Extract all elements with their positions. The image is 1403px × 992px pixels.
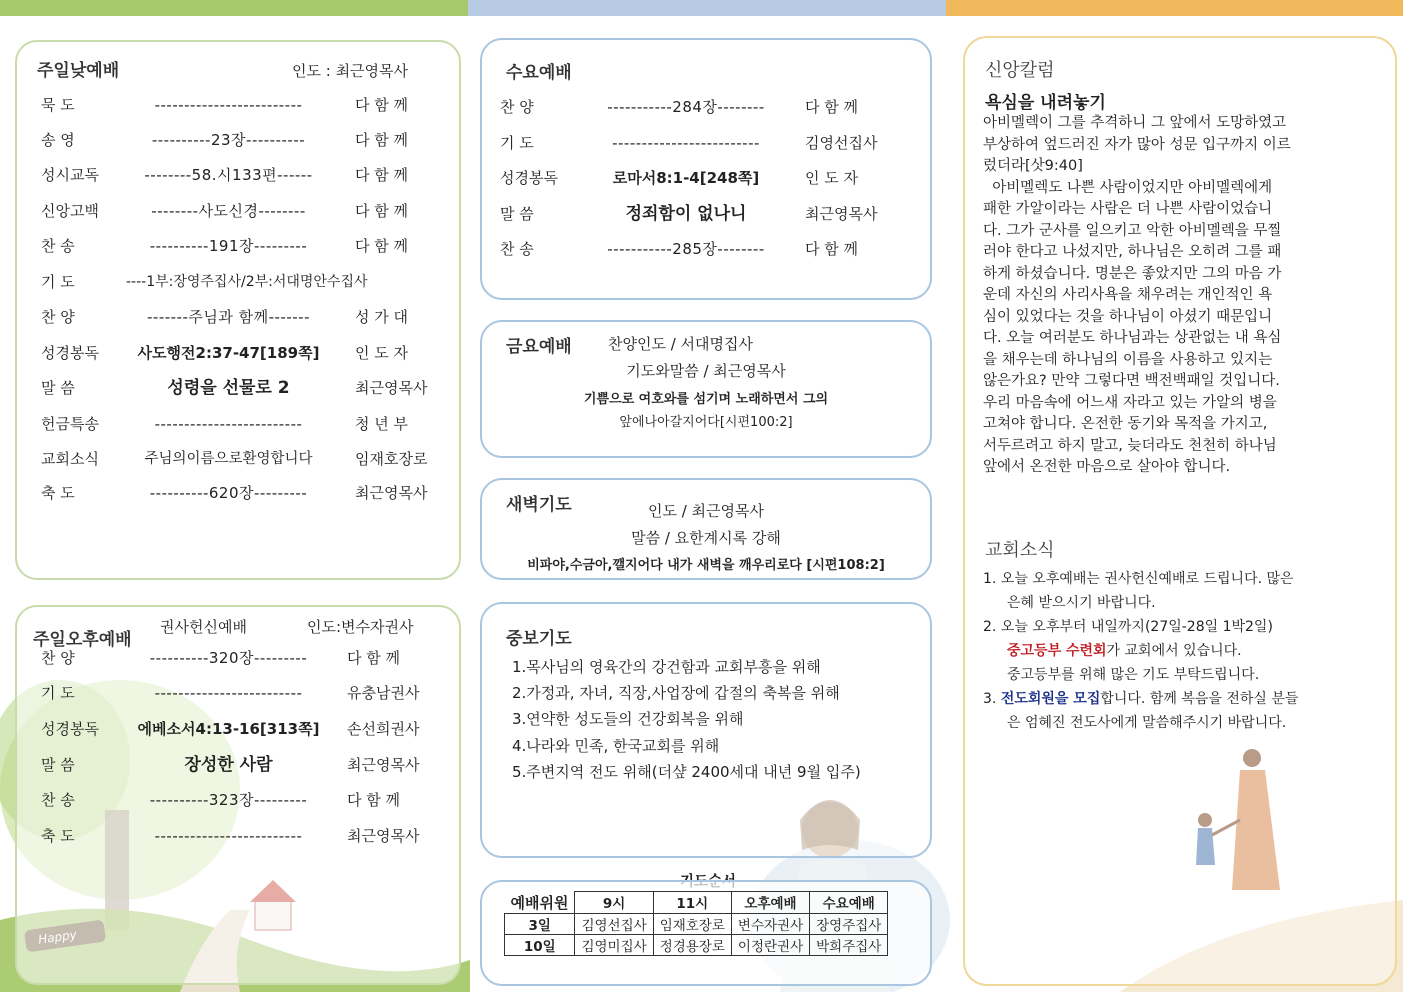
row-label: 축 도 <box>41 827 75 845</box>
dawn-verse: 비파야,수금아,깰지어다 내가 새벽을 깨우리로다 [시편108:2] <box>527 558 885 573</box>
news-body <box>983 567 1383 735</box>
row-label: 묵 도 <box>41 96 75 114</box>
column-line: 부상하여 엎드러진 자가 많아 성문 입구까지 이르 <box>983 136 1291 153</box>
dawn-prayer-box <box>480 478 932 580</box>
row-label: 성시교독 <box>41 166 99 184</box>
row-middle: 로마서8:1-4[248쪽] <box>612 169 760 187</box>
row-label: 기 도 <box>500 134 534 152</box>
service-row <box>500 201 920 227</box>
table-cell: 김영미집사 <box>575 934 653 955</box>
row-right: 다 함 께 <box>347 791 401 809</box>
news-text: 가 교회에서 있습니다. <box>1106 643 1242 659</box>
table-header: 11시 <box>653 892 731 914</box>
column-line: 하게 하셨습니다. 명분은 좋았지만 그의 마음 가 <box>983 265 1282 282</box>
sunday-pm-title: 주일오후예배 <box>33 630 132 650</box>
service-row <box>41 233 451 259</box>
row-middle: ----------191장--------- <box>149 237 308 255</box>
service-row <box>41 446 451 472</box>
row-middle: ----------620장--------- <box>149 484 308 502</box>
row-right: 다 함 께 <box>805 240 859 258</box>
column-line: 패한 가알이라는 사람은 더 나쁜 사람이었습니 <box>983 201 1273 217</box>
row-right: 인 도 자 <box>805 169 859 187</box>
row-middle: -----------285장-------- <box>607 240 765 258</box>
row-right: 다 함 께 <box>355 131 409 149</box>
intercession-item: 2.가정과, 자녀, 직장,사업장에 갑절의 축복을 위해 <box>512 684 840 702</box>
row-middle: ------------------------- <box>154 827 303 845</box>
table-cell: 정경용장로 <box>653 934 731 955</box>
service-row <box>41 375 451 401</box>
service-row <box>500 165 920 191</box>
column-section-title: 신앙칼럼 <box>985 60 1055 81</box>
top-bar-green <box>0 0 468 16</box>
row-middle: ----------23장---------- <box>151 131 306 149</box>
sunday-am-title: 주일낮예배 <box>37 61 120 81</box>
news-item-2: 2. 오늘 오후부터 내일까지(27일-28일 1박2일) <box>983 619 1273 635</box>
row-middle: ----1부:장영주집사/2부:서대명안수집사 <box>126 274 368 290</box>
service-row <box>41 645 451 671</box>
row-label: 기 도 <box>41 684 75 702</box>
news-number: 3. <box>983 691 1001 707</box>
service-row <box>41 716 451 742</box>
row-label: 교회소식 <box>41 450 99 468</box>
service-row <box>41 269 451 295</box>
service-row <box>41 680 451 706</box>
service-row <box>41 92 451 118</box>
friday-line1: 찬양인도 / 서대명집사 <box>608 335 754 353</box>
sunday-pm-subtitle: 권사헌신예배 <box>160 618 247 636</box>
row-right: 최근영목사 <box>347 827 420 845</box>
row-right: 최근영목사 <box>805 205 878 223</box>
table-header: 예배위원 <box>510 893 569 912</box>
column-body <box>983 113 1383 479</box>
row-right: 성 가 대 <box>355 308 409 326</box>
row-right: 다 함 께 <box>355 96 409 114</box>
sermon-title: 성령을 선물로 2 <box>167 378 290 398</box>
friday-verse-1: 기쁨으로 여호와를 섬기며 노래하면서 그의 <box>583 392 829 407</box>
row-right: 다 함 께 <box>355 237 409 255</box>
intercession-item: 5.주변지역 전도 위해(더샾 2400세대 내년 9월 입주) <box>512 763 861 781</box>
sunday-afternoon-service-box <box>15 605 461 985</box>
row-right: 김영선집사 <box>805 134 878 152</box>
row-right: 유충남권사 <box>347 684 420 702</box>
table-header-row <box>505 892 888 914</box>
row-label: 헌금특송 <box>41 415 99 433</box>
row-middle: 주님의이름으로환영합니다 <box>144 451 313 467</box>
row-label: 성경봉독 <box>41 344 99 362</box>
service-row <box>41 752 451 778</box>
row-label: 신앙고백 <box>41 202 99 220</box>
friday-verse-2: 앞에나아갈지어다[시편100:2] <box>619 415 793 430</box>
service-row <box>41 304 451 330</box>
row-right: 임재호장로 <box>355 450 428 468</box>
row-right: 다 함 께 <box>355 166 409 184</box>
service-row <box>41 480 451 506</box>
table-cell: 10일 <box>505 934 575 955</box>
friday-service-box <box>480 320 932 458</box>
right-panel <box>963 36 1397 986</box>
service-row <box>41 787 451 813</box>
row-middle: ------------------------- <box>154 684 303 702</box>
row-label: 성경봉독 <box>41 720 99 738</box>
news-highlight-evangelism: 전도회원을 모집 <box>1000 691 1101 707</box>
row-right: 최근영목사 <box>355 484 428 502</box>
news-section-title: 교회소식 <box>985 540 1055 561</box>
news-item-2-cont <box>983 639 1383 663</box>
column-line: 운데 자신의 사리사욕을 채우려는 개인적인 욕 <box>983 287 1273 303</box>
friday-title: 금요예배 <box>506 337 572 357</box>
table-cell: 장영주집사 <box>810 913 888 934</box>
service-row <box>41 823 451 849</box>
service-row <box>41 162 451 188</box>
column-line: 다. 그가 군사를 일으키고 악한 아비멜렉을 무찔 <box>983 222 1282 239</box>
row-label: 송 영 <box>41 131 75 149</box>
row-label: 찬 송 <box>500 240 534 258</box>
column-line: 앞에서 온전한 마음으로 살아야 합니다. <box>983 459 1231 475</box>
sunday-am-leader: 인도 : 최근영목사 <box>292 62 409 80</box>
wednesday-service-box <box>480 38 932 300</box>
table-row <box>505 934 888 955</box>
row-label: 기 도 <box>41 273 75 291</box>
row-middle: -------주님과 함께------- <box>147 308 310 326</box>
table-header: 오후예배 <box>731 892 809 914</box>
table-cell: 이정란권사 <box>731 934 809 955</box>
row-label: 축 도 <box>41 484 75 502</box>
dawn-title: 새벽기도 <box>506 495 572 515</box>
column-line: 우리 마음속에 어느새 자라고 있는 가알의 병을 <box>983 394 1277 411</box>
service-row <box>500 236 920 262</box>
dawn-line1: 인도 / 최근영목사 <box>647 502 765 520</box>
row-middle: 사도행전2:37-47[189쪽] <box>137 344 320 362</box>
service-row <box>41 198 451 224</box>
row-middle: ----------320장--------- <box>149 649 308 667</box>
intercession-item: 3.연약한 성도들의 건강회복을 위해 <box>512 710 744 728</box>
table-header: 9시 <box>575 892 653 914</box>
table-cell: 임재호장로 <box>653 913 731 934</box>
service-row <box>500 94 920 120</box>
news-item-3-cont: 은 엄혜진 전도사에게 말씀해주시기 바랍니다. <box>1007 715 1287 731</box>
prayer-order-box <box>480 880 932 986</box>
row-middle: 에베소서4:13-16[313쪽] <box>137 720 320 738</box>
wednesday-title: 수요예배 <box>506 63 572 83</box>
row-right: 다 함 께 <box>347 649 401 667</box>
column-line: 러야 한다고 나섰지만, 하나님은 오히려 그를 패 <box>983 244 1282 260</box>
column-line: 을 채우는데 하나님의 이름을 사용하고 있지는 <box>983 351 1273 368</box>
row-right: 최근영목사 <box>347 756 420 774</box>
service-row <box>41 127 451 153</box>
table-cell: 김영선집사 <box>575 913 653 934</box>
intercession-title: 중보기도 <box>506 629 572 649</box>
prayer-order-table <box>504 891 888 956</box>
table-header: 수요예배 <box>810 892 888 914</box>
row-label: 말 씀 <box>41 379 75 397</box>
service-row <box>500 130 920 156</box>
news-item-3 <box>983 687 1383 711</box>
column-line: 서두르려고 하지 말고, 늦더라도 천천히 하나님 <box>983 437 1277 454</box>
row-label: 찬 송 <box>41 791 75 809</box>
top-bar-orange <box>946 0 1403 16</box>
service-row <box>41 411 451 437</box>
column-line: 않은가요? 만약 그렇다면 백전백패일 것입니다. <box>983 373 1280 389</box>
column-line: 아비멜렉도 나쁜 사람이었지만 아비멜렉에게 <box>983 179 1273 196</box>
row-right: 인 도 자 <box>355 344 409 362</box>
news-item-2-cont2: 중고등부를 위해 많은 기도 부탁드립니다. <box>1007 667 1260 683</box>
dawn-line2: 말씀 / 요한계시록 강해 <box>631 529 781 547</box>
row-right: 청 년 부 <box>355 415 409 433</box>
row-label: 말 씀 <box>500 205 534 223</box>
row-right: 다 함 께 <box>355 202 409 220</box>
news-highlight-retreat: 중고등부 수련회 <box>1007 643 1107 659</box>
row-label: 찬 양 <box>500 98 534 116</box>
row-middle: ------------------------- <box>154 415 303 433</box>
row-middle: ------------------------- <box>154 96 303 114</box>
table-cell: 3일 <box>505 913 575 934</box>
row-middle: --------사도신경-------- <box>151 202 306 220</box>
column-line: 심이 있었다는 것을 하나님이 아셨기 때문입니 <box>983 308 1273 325</box>
row-right: 다 함 께 <box>805 98 859 116</box>
row-label: 찬 양 <box>41 649 75 667</box>
column-line: 아비멜렉이 그를 추격하니 그 앞에서 도망하였고 <box>983 115 1287 131</box>
table-row <box>505 913 888 934</box>
news-text: 합니다. 함께 복음을 전하실 분들 <box>1100 691 1299 707</box>
news-item-1-cont: 은혜 받으시기 바랍니다. <box>1007 595 1156 611</box>
intercession-box <box>480 602 932 858</box>
table-cell: 박희주집사 <box>810 934 888 955</box>
row-label: 찬 송 <box>41 237 75 255</box>
row-label: 찬 양 <box>41 308 75 326</box>
row-middle: ------------------------- <box>612 134 760 152</box>
news-item-1: 1. 오늘 오후예배는 권사헌신예배로 드립니다. 많은 <box>983 571 1294 587</box>
sunday-morning-service-box <box>15 40 461 580</box>
friday-line2: 기도와말씀 / 최근영목사 <box>626 362 786 380</box>
row-right: 손선희권사 <box>347 720 420 738</box>
row-right: 최근영목사 <box>355 379 428 397</box>
sunday-pm-leader: 인도:변수자권사 <box>307 618 414 636</box>
sermon-title: 장성한 사람 <box>184 755 273 775</box>
row-label: 성경봉독 <box>500 169 558 187</box>
row-middle: ----------323장--------- <box>149 791 308 809</box>
column-title: 욕심을 내려놓기 <box>985 93 1106 113</box>
column-line: 다. 오늘 여러분도 하나님과는 상관없는 내 욕심 <box>983 330 1282 346</box>
column-line: 고쳐야 합니다. 온전한 동기와 목적을 가지고, <box>983 416 1268 432</box>
top-bar-blue <box>468 0 946 16</box>
intercession-item: 1.목사님의 영육간의 강건함과 교회부흥을 위해 <box>512 658 821 676</box>
sermon-title: 정죄함이 없나니 <box>625 204 747 224</box>
row-middle: -----------284장-------- <box>607 98 765 116</box>
table-cell: 변수자권사 <box>731 913 809 934</box>
intercession-item: 4.나라와 민족, 한국교회를 위해 <box>512 737 720 755</box>
service-row <box>41 340 451 366</box>
column-line: 렀더라[삿9:40] <box>983 158 1083 174</box>
row-middle: --------58.시133편------ <box>144 166 313 184</box>
row-label: 말 씀 <box>41 756 75 774</box>
